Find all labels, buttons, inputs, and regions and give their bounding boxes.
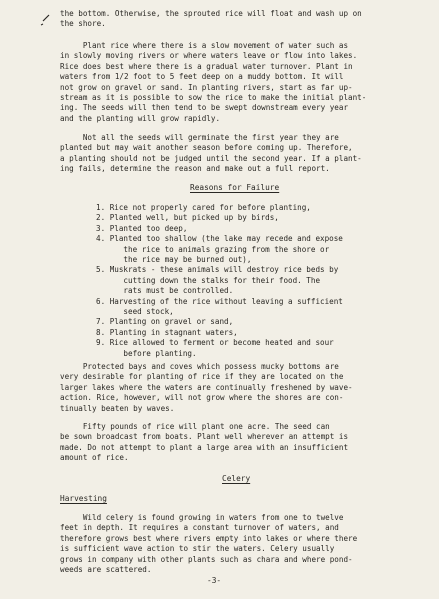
list-item: before planting. (96, 348, 197, 358)
paragraph-germination (60, 133, 400, 175)
heading-celery: Celery (222, 474, 251, 483)
list-item: cutting down the stalks for their food. The (96, 275, 321, 285)
failure-reasons-list (96, 203, 396, 359)
heading-harvesting: Harvesting (60, 494, 107, 503)
paragraph-sprouted-rice (60, 9, 400, 30)
text-line: feet in depth. It requires a constant turnover of waters, and (60, 523, 339, 533)
text-line: Protected bays and coves which possess mucky bottoms are (60, 362, 339, 371)
list-item: 7. Planting on gravel or sand, (96, 317, 234, 327)
list-item: 9. Rice allowed to ferment or become heated and sour (96, 338, 334, 348)
text-line: very desirable for planting of rice if they are located on the (60, 372, 344, 382)
list-item: 2. Planted well, but picked up by birds, (96, 213, 279, 223)
page-number: -3- (207, 576, 222, 585)
text-line: and the planting will grow rapidly. (60, 113, 221, 123)
text-line: weeds are scattered. (60, 564, 152, 574)
list-item: rats must be controlled. (96, 286, 234, 296)
text-line: amount of rice. (60, 453, 129, 463)
text-line: tinually beaten by waves. (60, 403, 175, 413)
text-line: not grow on gravel or sand. In planting rivers, start as far up- (60, 82, 353, 92)
list-item: the rice to animals grazing from the shore or (96, 244, 330, 254)
text-line: grows in company with other plants such as chara and where pond- (60, 554, 353, 564)
text-line: in slowly moving rivers or where waters leave or flow into lakes. (60, 51, 358, 61)
list-item: 8. Planting in stagnant waters, (96, 327, 238, 337)
text-line: ing fails, determine the reason and make out a full report. (60, 164, 330, 174)
list-item: 1. Rice not properly cared for before planting, (96, 203, 311, 212)
list-item: seed stock, (96, 307, 174, 317)
text-line: planted but may wait another season before coming up. Therefore, (60, 143, 353, 153)
text-line: Wild celery is found growing in waters from one to twelve (60, 513, 344, 522)
text-line: the bottom. Otherwise, the sprouted rice will float and wash up on (60, 9, 362, 18)
text-line: larger lakes where the waters are continually freshened by wave- (60, 382, 353, 392)
text-line: Fifty pounds of rice will plant one acre. The seed can (60, 422, 330, 431)
text-line: be sown broadcast from boats. Plant well wherever an attempt is (60, 432, 349, 442)
text-line: action. Rice, however, will not grow where the shores are con- (60, 393, 344, 403)
text-line: waters from 1/2 foot to 5 feet deep on a muddy bottom. It will (60, 72, 344, 82)
text-line: the shore. (60, 19, 106, 29)
list-item: the rice may be burned out), (96, 255, 252, 265)
paragraph-wild-celery (60, 513, 400, 575)
list-item: 3. Planted too deep, (96, 223, 188, 233)
check-mark-icon (40, 10, 56, 30)
text-line: Not all the seeds will germinate the first year they are (60, 133, 339, 142)
list-item: 5. Muskrats - these animals will destroy rice beds by (96, 265, 339, 275)
text-line: is sufficient wave action to stir the waters. Celery usually (60, 544, 335, 554)
text-line: Rice does best where there is a gradual water turnover. Plant in (60, 61, 353, 71)
text-line: stream as it is possible to sow the rice to make the initial plant- (60, 92, 367, 102)
paragraph-plant-rice (60, 41, 400, 124)
text-line: ing. The seeds will then tend to be swept downstream every year (60, 103, 349, 113)
paragraph-fifty-pounds (60, 422, 400, 464)
paragraph-protected-bays (60, 362, 400, 414)
text-line: Plant rice where there is a slow movement of water such as (60, 41, 349, 50)
text-line: a planting should not be judged until the second year. If a plant- (60, 153, 362, 163)
heading-reasons-for-failure: Reasons for Failure (190, 183, 280, 192)
text-line: therefore grows best where rivers empty into lakes or where there (60, 533, 358, 543)
list-item: 6. Harvesting of the rice without leaving a sufficient (96, 296, 343, 306)
list-item: 4. Planted too shallow (the lake may recede and expose (96, 234, 343, 244)
text-line: made. Do not attempt to plant a large area with an insufficient (60, 442, 349, 452)
